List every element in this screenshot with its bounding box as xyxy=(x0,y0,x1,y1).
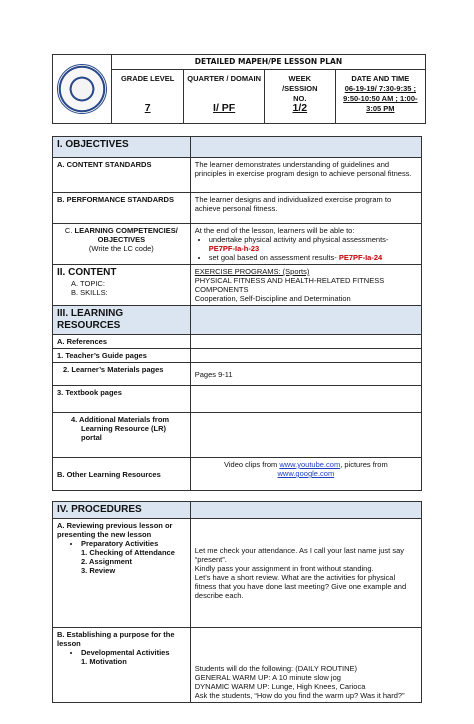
content-standards-text: The learner demonstrates understanding of guidelines and principles in exercise program design to achieve personal fitness. xyxy=(190,158,421,193)
procedure-b-line: GENERAL WARM UP: A 10 minute slow jog xyxy=(194,673,341,682)
additional-label: 4. Additional Materials from xyxy=(71,415,170,424)
procedure-a-item: 3. Review xyxy=(81,566,116,575)
topic-label: A. TOPIC: xyxy=(71,279,105,288)
grade-level-cell xyxy=(111,70,183,124)
competencies-label: LEARNING COMPETENCIES/ OBJECTIVES xyxy=(74,226,178,244)
document-title: DETAILED MAPEH/PE LESSON PLAN xyxy=(111,55,425,70)
other-resources-label: B. Other Learning Resources xyxy=(53,458,191,491)
spacer-row xyxy=(53,491,422,502)
performance-standards-text: The learner designs and individualized exercise program to achieve personal fitness. xyxy=(190,193,421,224)
procedure-b-item: 1. Motivation xyxy=(81,657,127,666)
content-line2: PHYSICAL FITNESS AND HEALTH-RELATED FITNESS COMPONENTS xyxy=(194,276,385,294)
competency-item: • set goal based on assessment results- PE7PF-Ia-24 xyxy=(209,253,417,262)
youtube-link[interactable]: www.youtube.com xyxy=(279,460,341,469)
other-resources-text: Video clips from xyxy=(224,460,278,469)
procedures-heading-blank xyxy=(190,502,421,519)
quarter-domain-value: I/ PF xyxy=(213,102,236,115)
procedure-a-label: A. Reviewing previous lesson or presenting the new lesson xyxy=(57,521,173,539)
procedures-heading: IV. PROCEDURES xyxy=(53,502,191,519)
content-text-cell xyxy=(190,265,421,306)
quarter-domain-cell xyxy=(184,70,265,124)
additional-blank xyxy=(190,413,421,458)
additional-materials-cell xyxy=(53,413,191,458)
additional-label-2: Learning Resource (LR) portal xyxy=(81,424,167,442)
procedure-b-text-cell xyxy=(190,628,421,703)
week-session-value: 1/2 xyxy=(292,102,308,115)
week-session-cell xyxy=(264,70,335,124)
skills-label: B. SKILLS: xyxy=(71,288,108,297)
procedure-a-cell xyxy=(53,519,191,628)
content-label-cell xyxy=(53,265,191,306)
quarter-domain-label: QUARTER / DOMAIN xyxy=(187,74,261,84)
lesson-plan-header xyxy=(52,54,426,124)
date-time-value: 06-19-19/ 7:30-9:35 ; 9:50-10:50 AM ; 1:00-3:05 PM xyxy=(343,84,418,114)
date-time-label: DATE AND TIME xyxy=(351,74,410,84)
google-link[interactable]: www.google.com xyxy=(277,469,335,478)
procedure-b-line: DYNAMIC WARM UP: Lunge, High Knees, Carioca xyxy=(194,682,366,691)
procedure-a-item: 1. Checking of Attendance xyxy=(81,548,175,557)
resources-heading: III. LEARNING RESOURCES xyxy=(53,306,191,335)
competencies-text-cell xyxy=(190,224,421,265)
competencies-prefix: C. xyxy=(64,226,73,235)
competencies-label-cell xyxy=(53,224,191,265)
grade-level-label: GRADE LEVEL xyxy=(120,74,175,84)
competency-item: • undertake physical activity and physical assessments- PE7PF-Ia-h-23 xyxy=(209,235,417,253)
procedure-a-item: 2. Assignment xyxy=(81,557,132,566)
week-session-label: WEEK /SESSION NO. xyxy=(282,74,318,104)
procedure-b-line: Ask the students, “How do you find the warm up? Was it hard?” xyxy=(194,691,405,700)
content-heading: II. CONTENT xyxy=(57,267,117,278)
competency-code: PE7PF-Ia-24 xyxy=(338,253,383,262)
performance-standards-label: B. PERFORMANCE STANDARDS xyxy=(53,193,191,224)
competency-code: PE7PF-Ia-h-23 xyxy=(208,244,260,253)
lesson-plan-body xyxy=(52,136,422,703)
skills-text: Cooperation, Self-Discipline and Determination xyxy=(194,294,351,303)
grade-level-value: 7 xyxy=(144,102,151,115)
references-blank xyxy=(190,335,421,349)
teachers-guide-blank xyxy=(190,349,421,363)
content-standards-label: A. CONTENT STANDARDS xyxy=(53,158,191,193)
other-resources-text-2: , pictures from xyxy=(340,460,388,469)
textbook-blank xyxy=(190,386,421,413)
procedure-a-bullet: • Preparatory Activities xyxy=(81,539,186,548)
procedure-b-bullet: • Developmental Activities xyxy=(81,648,186,657)
textbook-label: 3. Textbook pages xyxy=(53,386,191,413)
date-time-cell xyxy=(335,70,425,124)
objectives-heading-blank xyxy=(190,137,421,158)
resources-heading-blank xyxy=(190,306,421,335)
deped-seal-logo xyxy=(57,64,107,114)
competencies-intro: At the end of the lesson, learners will be able to: xyxy=(194,226,355,235)
procedure-b-cell xyxy=(53,628,191,703)
competencies-sub: (Write the LC code) xyxy=(88,244,154,253)
seal-cell xyxy=(53,55,112,124)
teachers-guide-label: 1. Teacher’s Guide pages xyxy=(53,349,191,363)
procedure-a-text: Let me check your attendance. As I call your last name just say “present”. Kindly pass your assignment in front without standing. Let’s have a short review. What are the activities for physical fitness that you have done last meeting? Give one example and describe each. xyxy=(190,519,421,628)
references-label: A. References xyxy=(53,335,191,349)
other-resources-text-cell xyxy=(190,458,421,491)
objectives-heading: I. OBJECTIVES xyxy=(53,137,191,158)
topic-text: EXERCISE PROGRAMS: (Sports) xyxy=(194,267,310,276)
learners-pages: Pages 9-11 xyxy=(190,363,421,386)
learners-materials-label: 2. Learner’s Materials pages xyxy=(53,363,191,386)
procedure-b-line: Students will do the following: (DAILY ROUTINE) xyxy=(194,664,358,673)
procedure-b-label: B. Establishing a purpose for the lesson xyxy=(57,630,175,648)
